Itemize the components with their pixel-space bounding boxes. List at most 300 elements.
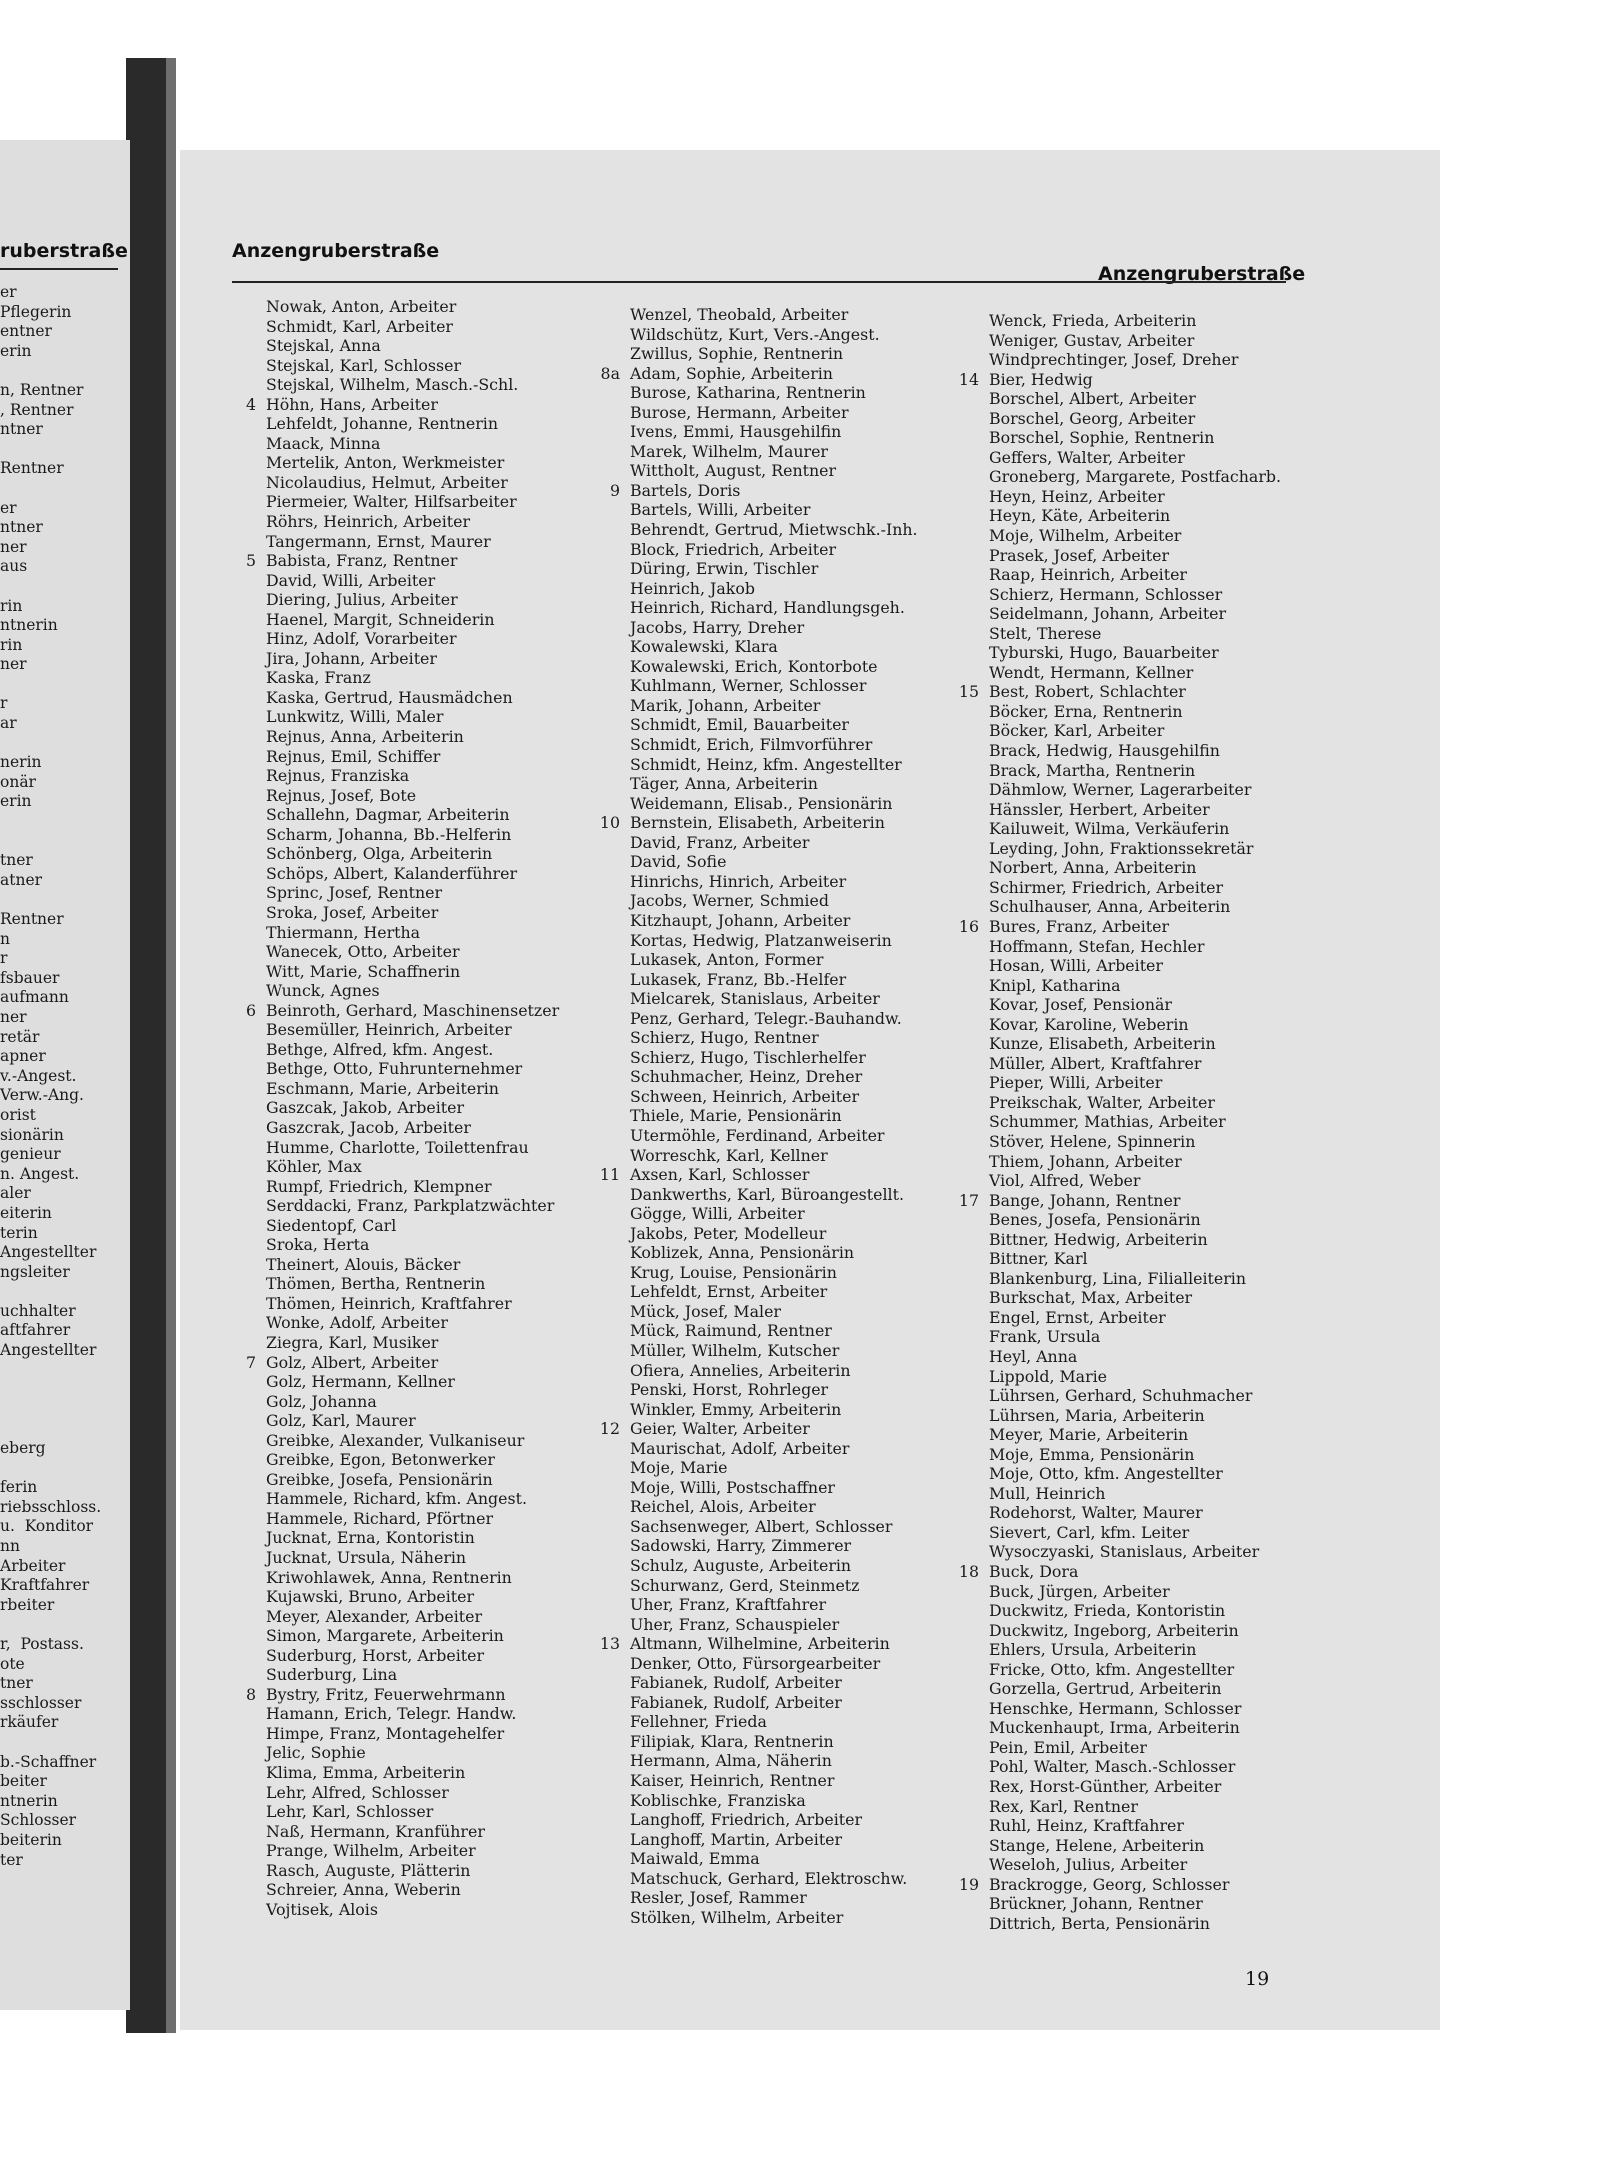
resident-text: Suderburg, Horst, Arbeiter (266, 1645, 485, 1665)
resident-entry (630, 1204, 918, 1224)
resident-entry (630, 598, 918, 618)
resident-text: Moje, Willi, Postschaffner (630, 1477, 835, 1497)
resident-entry (266, 1118, 559, 1138)
resident-text: Siedentopf, Carl (266, 1215, 397, 1235)
left-page-line: r (0, 694, 8, 713)
resident-text: Kaska, Franz (266, 668, 371, 688)
resident-text: Kaiser, Heinrich, Rentner (630, 1771, 835, 1791)
left-page-line: b.-Schaffner (0, 1752, 97, 1771)
resident-text: Besemüller, Heinrich, Arbeiter (266, 1020, 512, 1040)
resident-entry (266, 317, 559, 337)
resident-text: Burkschat, Max, Arbeiter (989, 1288, 1193, 1308)
resident-entry (630, 1751, 918, 1771)
resident-text: Witt, Marie, Schaffnerin (266, 961, 461, 981)
resident-entry (245, 1684, 559, 1705)
left-page-line: Rentner (0, 910, 64, 928)
resident-text: Sievert, Carl, kfm. Leiter (989, 1522, 1190, 1542)
resident-entry (266, 1177, 559, 1197)
resident-entry (989, 1855, 1281, 1875)
resident-text: Sachsenweger, Albert, Schlosser (630, 1516, 893, 1536)
resident-text: Wunck, Agnes (266, 981, 380, 1001)
left-page-line: ter (0, 1850, 23, 1869)
resident-entry (266, 1020, 559, 1040)
resident-text: Duckwitz, Frieda, Kontoristin (989, 1601, 1226, 1621)
resident-entry (989, 819, 1281, 839)
resident-text: Hermann, Alma, Näherin (630, 1751, 832, 1771)
resident-text: Langhoff, Friedrich, Arbeiter (630, 1810, 862, 1830)
resident-entry (989, 878, 1281, 898)
left-page-line: aftfahrer (0, 1321, 71, 1340)
resident-text: Thömen, Heinrich, Kraftfahrer (266, 1293, 512, 1313)
resident-entry (266, 590, 559, 610)
resident-text: Weidemann, Elisab., Pensionärin (630, 793, 893, 813)
resident-text: Langhoff, Martin, Arbeiter (630, 1829, 843, 1849)
resident-text: Theinert, Alouis, Bäcker (266, 1254, 461, 1274)
resident-entry (266, 1509, 559, 1529)
resident-text: Müller, Albert, Kraftfahrer (989, 1053, 1202, 1073)
house-number: 8a (600, 363, 620, 383)
resident-entry (266, 1450, 559, 1470)
resident-text: Schöps, Albert, Kalanderführer (266, 863, 517, 883)
left-page-line (0, 812, 101, 832)
resident-text: Wenzel, Theobald, Arbeiter (630, 305, 849, 324)
left-page-line: ner (0, 1007, 27, 1026)
resident-text: Koblischke, Franziska (630, 1790, 806, 1810)
resident-text: Moje, Otto, kfm. Angestellter (989, 1464, 1223, 1484)
resident-entry (630, 1556, 918, 1576)
resident-text: Brückner, Johann, Rentner (989, 1894, 1203, 1914)
resident-entry (266, 1040, 559, 1060)
resident-text: Hoffmann, Stefan, Hechler (989, 936, 1205, 956)
resident-entry (630, 696, 918, 716)
resident-entry (989, 702, 1281, 722)
resident-entry (630, 618, 918, 638)
resident-text: Filipiak, Klara, Rentnerin (630, 1731, 834, 1751)
house-number: 9 (609, 480, 620, 500)
resident-text: Schween, Heinrich, Arbeiter (630, 1086, 860, 1106)
resident-text: Geier, Walter, Arbeiter (630, 1419, 810, 1439)
resident-entry (630, 1849, 918, 1869)
resident-entry (989, 663, 1281, 683)
resident-text: Wendt, Hermann, Kellner (989, 662, 1194, 682)
resident-text: Lehfeldt, Ernst, Arbeiter (630, 1282, 828, 1302)
resident-text: Uher, Franz, Schauspieler (630, 1614, 840, 1634)
resident-entry (609, 480, 918, 501)
resident-text: Wanecek, Otto, Arbeiter (266, 942, 460, 962)
resident-entry (266, 356, 559, 376)
resident-text: Borschel, Albert, Arbeiter (989, 389, 1196, 409)
resident-entry (630, 1341, 918, 1361)
left-page-rule (0, 268, 118, 270)
resident-text: Ivens, Emmi, Hausgehilfin (630, 422, 842, 442)
resident-text: David, Franz, Arbeiter (630, 832, 810, 852)
resident-entry (266, 1880, 559, 1900)
resident-entry (266, 864, 559, 884)
left-page-line (0, 1400, 101, 1420)
resident-entry (989, 1210, 1281, 1230)
resident-entry (266, 532, 559, 552)
resident-text: Seidelmann, Johann, Arbeiter (989, 604, 1227, 624)
resident-entry (266, 1841, 559, 1861)
resident-entry (266, 1372, 559, 1392)
resident-entry (630, 1009, 918, 1029)
resident-text: Lukasek, Anton, Former (630, 950, 824, 970)
resident-entry (630, 1146, 918, 1166)
left-page-line: r (0, 949, 8, 968)
left-page-line (0, 479, 101, 499)
left-page-line (0, 440, 101, 460)
resident-entry (630, 755, 918, 775)
resident-entry (989, 389, 1281, 409)
resident-entry (630, 1888, 918, 1908)
resident-entry (266, 1783, 559, 1803)
resident-entry (989, 1601, 1281, 1621)
left-page-line: Kraftfahrer (0, 1576, 90, 1595)
resident-entry (989, 780, 1281, 800)
resident-entry (266, 786, 559, 806)
resident-entry (599, 813, 918, 833)
resident-text: Wonke, Adolf, Arbeiter (266, 1313, 448, 1333)
resident-entry (630, 579, 918, 599)
resident-text: Sadowski, Harry, Zimmerer (630, 1536, 852, 1556)
resident-text: Burose, Katharina, Rentnerin (630, 383, 866, 403)
resident-text: Piermeier, Walter, Hilfsarbeiter (266, 492, 517, 512)
resident-entry (630, 520, 918, 540)
resident-entry (266, 336, 559, 356)
resident-text: Rejnus, Josef, Bote (266, 785, 417, 805)
resident-entry (989, 311, 1281, 331)
left-page-line: sionärin (0, 1125, 64, 1144)
resident-entry (989, 956, 1281, 976)
resident-text: David, Sofie (630, 852, 727, 872)
resident-entry (630, 1771, 918, 1791)
left-page-line: rkäufer (0, 1713, 59, 1732)
resident-entry (266, 434, 559, 454)
resident-entry (630, 1908, 918, 1928)
resident-text: Raap, Heinrich, Arbeiter (989, 565, 1187, 585)
resident-entry (989, 1777, 1281, 1797)
resident-text: Wenck, Frieda, Arbeiterin (989, 311, 1197, 330)
resident-text: Jira, Johann, Arbeiter (266, 648, 437, 668)
resident-entry (266, 1861, 559, 1881)
resident-entry (630, 1497, 918, 1517)
resident-entry (989, 839, 1281, 859)
resident-entry (958, 1562, 1281, 1582)
resident-entry (266, 747, 559, 767)
left-page-line: Pflegerin (0, 302, 72, 321)
resident-text: Höhn, Hans, Arbeiter (266, 394, 438, 414)
left-page-line: riebsschloss. (0, 1497, 102, 1516)
left-page-line: er (0, 283, 17, 301)
resident-entry (630, 461, 918, 481)
left-page-line: n, Rentner (0, 380, 84, 399)
house-number: 11 (599, 1165, 620, 1185)
resident-text: Bange, Johann, Rentner (989, 1190, 1181, 1210)
house-number: 6 (245, 1000, 256, 1020)
resident-entry (630, 1458, 918, 1478)
resident-text: Thömen, Bertha, Rentnerin (266, 1274, 486, 1294)
left-page-line (0, 832, 101, 852)
resident-entry (989, 506, 1281, 526)
resident-text: Schulz, Auguste, Arbeiterin (630, 1556, 852, 1575)
resident-entry (266, 1548, 559, 1568)
resident-text: Block, Friedrich, Arbeiter (630, 539, 837, 559)
resident-text: Buck, Jürgen, Arbeiter (989, 1581, 1170, 1601)
resident-entry (630, 1830, 918, 1850)
resident-text: Schierz, Hugo, Tischlerhelfer (630, 1047, 866, 1067)
resident-entry (266, 727, 559, 747)
resident-text: Burose, Hermann, Arbeiter (630, 402, 849, 422)
resident-entry (630, 1712, 918, 1732)
left-page-line: ntner (0, 518, 43, 537)
left-page-line: ar (0, 714, 17, 733)
resident-text: Sroka, Herta (266, 1235, 370, 1255)
resident-entry (630, 1693, 918, 1713)
resident-text: Uher, Franz, Kraftfahrer (630, 1595, 827, 1615)
resident-text: Dähmlow, Werner, Lagerarbeiter (989, 780, 1252, 800)
left-page-line: ntnerin (0, 1791, 58, 1810)
resident-text: Benes, Josefa, Pensionärin (989, 1210, 1201, 1230)
left-page-line: nn (0, 1537, 20, 1555)
resident-entry (599, 1419, 918, 1439)
resident-entry (266, 1216, 559, 1236)
resident-text: Borschel, Georg, Arbeiter (989, 408, 1196, 428)
resident-entry (989, 897, 1281, 917)
resident-text: Müller, Wilhelm, Kutscher (630, 1340, 840, 1360)
resident-text: Gaszcrak, Jacob, Arbeiter (266, 1117, 471, 1137)
resident-text: David, Willi, Arbeiter (266, 570, 436, 590)
resident-text: Brackrogge, Georg, Schlosser (989, 1874, 1230, 1894)
resident-text: Kitzhaupt, Johann, Arbeiter (630, 910, 851, 930)
resident-entry (630, 872, 918, 892)
resident-text: Koblizek, Anna, Pensionärin (630, 1243, 855, 1263)
left-page-line: er (0, 498, 17, 517)
resident-entry (266, 1626, 559, 1646)
resident-text: Bystry, Fritz, Feuerwehrmann (266, 1684, 506, 1704)
resident-text: Schulhauser, Anna, Arbeiterin (989, 897, 1231, 917)
left-page-line: genieur (0, 1145, 61, 1164)
resident-entry (245, 394, 559, 415)
resident-text: Heyn, Käte, Arbeiterin (989, 506, 1171, 526)
left-page-line: eiterin (0, 1203, 52, 1222)
resident-entry (989, 1327, 1281, 1347)
resident-entry (630, 1380, 918, 1400)
resident-text: Mielcarek, Stanislaus, Arbeiter (630, 989, 880, 1009)
resident-text: Greibke, Alexander, Vulkaniseur (266, 1430, 525, 1450)
resident-entry (989, 546, 1281, 566)
resident-text: Resler, Josef, Rammer (630, 1888, 807, 1908)
house-number: 12 (599, 1419, 620, 1439)
resident-entry (266, 453, 559, 473)
resident-text: Dankwerths, Karl, Büroangestellt. (630, 1184, 904, 1204)
house-number: 8 (245, 1684, 256, 1704)
resident-text: Rodehorst, Walter, Maurer (989, 1503, 1203, 1523)
resident-entry (630, 1243, 918, 1263)
left-page-line: ferin (0, 1478, 38, 1497)
left-page-line: n (0, 929, 10, 948)
resident-entry (266, 629, 559, 649)
resident-text: Adam, Sophie, Arbeiterin (630, 363, 833, 383)
resident-text: Düring, Erwin, Tischler (630, 559, 819, 579)
resident-entry (266, 883, 559, 903)
left-page-line (0, 734, 101, 754)
resident-text: Wittholt, August, Rentner (630, 461, 837, 481)
left-page-line: uchhalter (0, 1301, 76, 1320)
resident-entry (958, 369, 1281, 390)
resident-entry (266, 297, 559, 317)
resident-entry (989, 1464, 1281, 1484)
resident-entry (630, 1028, 918, 1048)
resident-entry (630, 500, 918, 520)
left-page-line: Angestellter (0, 1341, 97, 1360)
resident-entry (989, 1249, 1281, 1269)
resident-entry (989, 858, 1281, 878)
resident-text: Moje, Marie (630, 1458, 728, 1478)
resident-entry (266, 610, 559, 630)
resident-entry (989, 1054, 1281, 1074)
resident-text: Kailuweit, Wilma, Verkäuferin (989, 819, 1230, 839)
resident-entry (630, 305, 918, 325)
resident-text: Greibke, Josefa, Pensionärin (266, 1469, 493, 1489)
left-page-line: ngsleiter (0, 1262, 70, 1281)
resident-entry (630, 559, 918, 579)
resident-text: Hosan, Willi, Arbeiter (989, 956, 1163, 976)
left-page-line (0, 1282, 101, 1302)
resident-text: Lunkwitz, Willi, Maler (266, 707, 444, 727)
left-page-line: retär (0, 1027, 40, 1046)
resident-entry (989, 1288, 1281, 1308)
left-page-line: Verw.-Ang. (0, 1086, 84, 1105)
resident-text: Bures, Franz, Arbeiter (989, 916, 1170, 936)
resident-text: Brack, Hedwig, Hausgehilfin (989, 741, 1220, 761)
resident-text: Worreschk, Karl, Kellner (630, 1145, 828, 1165)
resident-entry (266, 414, 559, 434)
resident-text: Heinrich, Jakob (630, 578, 755, 598)
resident-text: Kovar, Josef, Pensionär (989, 995, 1172, 1015)
resident-text: Greibke, Egon, Betonwerker (266, 1450, 495, 1470)
resident-text: Moje, Wilhelm, Arbeiter (989, 526, 1182, 546)
book-gutter (166, 58, 176, 2033)
resident-text: Gaszcak, Jakob, Arbeiter (266, 1098, 465, 1118)
resident-entry (630, 1048, 918, 1068)
resident-entry (266, 981, 559, 1001)
resident-text: Haenel, Margit, Schneiderin (266, 609, 495, 629)
resident-entry (266, 571, 559, 591)
resident-text: Hamann, Erich, Telegr. Handw. (266, 1704, 517, 1724)
resident-entry (266, 1079, 559, 1099)
resident-text: Klima, Emma, Arbeiterin (266, 1763, 466, 1783)
resident-entry (630, 383, 918, 403)
resident-entry (266, 923, 559, 943)
resident-entry (630, 1321, 918, 1341)
resident-text: Bier, Hedwig (989, 369, 1093, 389)
resident-entry (630, 891, 918, 911)
resident-text: Himpe, Franz, Montagehelfer (266, 1723, 505, 1743)
resident-text: Frank, Ursula (989, 1327, 1101, 1347)
resident-text: Gorzella, Gertrud, Arbeiterin (989, 1679, 1222, 1699)
resident-text: Bartels, Willi, Arbeiter (630, 500, 811, 520)
resident-text: Knipl, Katharina (989, 975, 1121, 995)
left-page-line (0, 361, 101, 381)
resident-entry (989, 1015, 1281, 1035)
resident-entry (266, 1724, 559, 1744)
left-page-line: , Rentner (0, 400, 74, 419)
resident-entry (266, 1255, 559, 1275)
resident-entry (989, 1660, 1281, 1680)
house-number: 17 (958, 1190, 979, 1210)
house-number: 5 (245, 551, 256, 571)
resident-entry (266, 473, 559, 493)
resident-text: Köhler, Max (266, 1157, 362, 1177)
resident-entry (266, 1431, 559, 1451)
resident-text: Blankenburg, Lina, Filialleiterin (989, 1268, 1247, 1288)
resident-entry (599, 1165, 918, 1185)
resident-entry (630, 1106, 918, 1126)
resident-text: Thiem, Johann, Arbeiter (989, 1151, 1182, 1171)
resident-entry (630, 950, 918, 970)
resident-text: Pein, Emil, Arbeiter (989, 1737, 1147, 1757)
left-page-line: apner (0, 1047, 46, 1066)
running-header-right: Anzengruberstraße (1098, 263, 1306, 285)
resident-entry (989, 409, 1281, 429)
resident-entry (266, 1802, 559, 1822)
resident-entry (989, 1523, 1281, 1543)
resident-entry (630, 1361, 918, 1381)
left-page-lines (0, 283, 101, 1870)
column-2 (599, 305, 918, 1927)
resident-entry (989, 1132, 1281, 1152)
resident-text: Scharm, Johanna, Bb.-Helferin (266, 824, 512, 844)
resident-text: Schuhmacher, Heinz, Dreher (630, 1067, 863, 1087)
left-page-line: beiter (0, 1772, 47, 1791)
resident-entry (989, 1112, 1281, 1132)
resident-entry (630, 1869, 918, 1889)
resident-entry (266, 1059, 559, 1079)
resident-entry (630, 325, 918, 345)
left-page-line: atner (0, 870, 43, 889)
resident-text: Vojtisek, Alois (266, 1899, 378, 1919)
resident-entry (266, 1470, 559, 1490)
resident-entry (630, 1185, 918, 1205)
resident-text: Lehr, Alfred, Schlosser (266, 1782, 449, 1802)
left-page-line: v.-Angest. (0, 1066, 77, 1085)
resident-entry (266, 492, 559, 512)
resident-text: Borschel, Sophie, Rentnerin (989, 428, 1215, 448)
resident-entry (630, 1439, 918, 1459)
left-page-line: nerin (0, 753, 42, 772)
resident-text: Kortas, Hedwig, Platzanweiserin (630, 930, 892, 950)
resident-entry (989, 1582, 1281, 1602)
resident-entry (266, 1607, 559, 1627)
resident-text: Maiwald, Emma (630, 1849, 760, 1869)
left-page-line (0, 675, 101, 695)
resident-text: Schmidt, Erich, Filmvorführer (630, 735, 873, 755)
resident-entry (266, 1274, 559, 1294)
resident-text: Röhrs, Heinrich, Arbeiter (266, 512, 471, 532)
resident-text: Rex, Horst-Günther, Arbeiter (989, 1777, 1222, 1797)
resident-text: Kowalewski, Erich, Kontorbote (630, 656, 878, 676)
resident-text: Jucknat, Ursula, Näherin (266, 1548, 467, 1567)
resident-entry (989, 1640, 1281, 1660)
resident-entry (630, 931, 918, 951)
resident-entry (989, 1621, 1281, 1641)
resident-text: Hammele, Richard, kfm. Angest. (266, 1489, 527, 1509)
left-page-line: ntner (0, 420, 43, 439)
resident-text: Ofiera, Annelies, Arbeiterin (630, 1360, 851, 1380)
resident-text: Jucknat, Erna, Kontoristin (266, 1528, 475, 1548)
left-page-line (0, 1419, 101, 1439)
resident-text: Behrendt, Gertrud, Mietwschk.-Inh. (630, 520, 918, 540)
